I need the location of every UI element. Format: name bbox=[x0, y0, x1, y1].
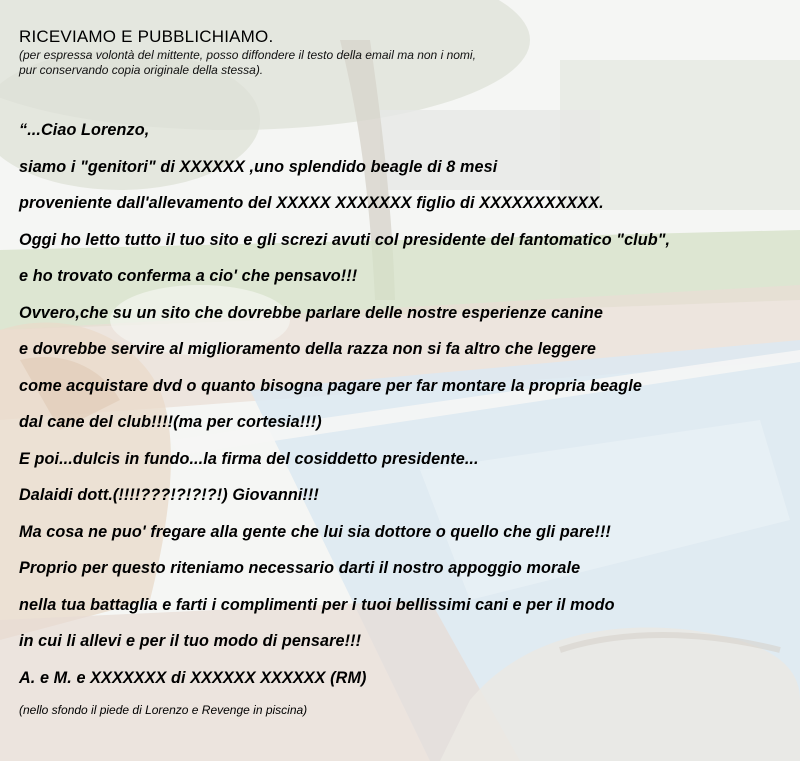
letter-line: dal cane del club!!!!(ma per cortesia!!!) bbox=[19, 413, 322, 431]
subtitle-line: pur conservando copia originale della stessa). bbox=[19, 63, 264, 77]
letter-line: Ma cosa ne puo' fregare alla gente che lui sia dottore o quello che gli pare!!! bbox=[19, 522, 611, 541]
letter-line: Dalaidi dott.(!!!!???!?!?!?!) Giovanni!!! bbox=[19, 486, 319, 504]
letter-line: E poi...dulcis in fundo...la firma del cosiddetto presidente... bbox=[19, 449, 479, 468]
letter-line: proveniente dall'allevamento del XXXXX XXXXXXX figlio di XXXXXXXXXXX. bbox=[19, 194, 604, 212]
letter-line: Ovvero,che su un sito che dovrebbe parlare delle nostre esperienze canine bbox=[19, 303, 603, 322]
subtitle-line: (per espressa volontà del mittente, posso diffondere il testo della email ma non i nomi, bbox=[19, 48, 476, 62]
letter-body bbox=[19, 112, 789, 696]
letter-line: e dovrebbe servire al miglioramento della razza non si fa altro che leggere bbox=[19, 340, 596, 358]
letter-line: e ho trovato conferma a cio' che pensavo!!! bbox=[19, 267, 358, 285]
page-title: RICEVIAMO E PUBBLICHIAMO. bbox=[19, 27, 274, 46]
announcement bbox=[19, 26, 789, 718]
letter-line: nella tua battaglia e farti i complimenti per i tuoi bellissimi cani e per il modo bbox=[19, 595, 615, 614]
letter-line: “...Ciao Lorenzo, bbox=[19, 121, 150, 139]
letter-line: Proprio per questo riteniamo necessario darti il nostro appoggio morale bbox=[19, 559, 581, 577]
letter-line: come acquistare dvd o quanto bisogna pagare per far montare la propria beagle bbox=[19, 376, 642, 395]
photo-caption: (nello sfondo il piede di Lorenzo e Revenge in piscina) bbox=[19, 703, 308, 717]
letter-line: in cui li allevi e per il tuo modo di pensare!!! bbox=[19, 632, 362, 650]
letter-line: Oggi ho letto tutto il tuo sito e gli screzi avuti col presidente del fantomatico "club", bbox=[19, 230, 671, 249]
letter-line: siamo i "genitori" di XXXXXX ,uno splendido beagle di 8 mesi bbox=[19, 157, 498, 176]
letter-signature: A. e M. e XXXXXXX di XXXXXX XXXXXX (RM) bbox=[19, 668, 367, 687]
